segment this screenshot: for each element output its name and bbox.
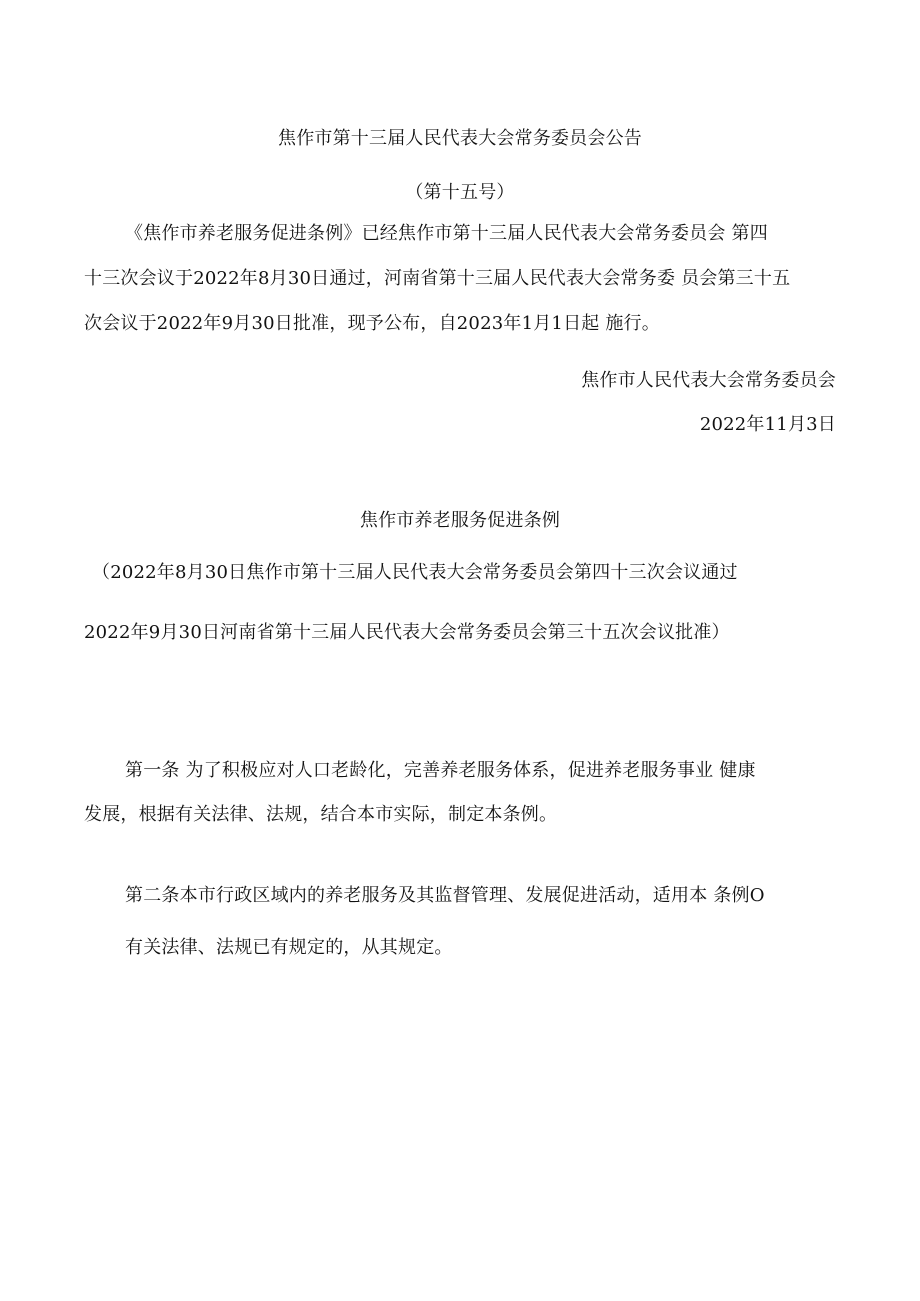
article-2-line: 有关法律、法规已有规定的，从其规定。 [125,937,453,958]
announcement-number: （第十五号） [405,182,515,203]
announcement-issuer: 焦作市人民代表大会常务委员会 [581,370,836,391]
announcement-title: 焦作市第十三届人民代表大会常务委员会公告 [278,128,642,149]
announcement-date: 2022年11月3日 [699,414,836,435]
regulation-adoption-line: 2022年9月30日河南省第十三届人民代表大会常务委员会第三十五次会议批准） [84,622,730,643]
announcement-body-line: 十三次会议于2022年8月30日通过，河南省第十三届人民代表大会常务委 员会第三十五 [84,268,791,289]
article-1-line: 第一条 为了积极应对人口老龄化，完善养老服务体系，促进养老服务事业 健康 [125,760,756,781]
article-2-line: 第二条本市行政区域内的养老服务及其监督管理、发展促进活动，适用本 条例O [125,885,765,906]
regulation-adoption-line: （2022年8月30日焦作市第十三届人民代表大会常务委员会第四十三次会议通过 [92,562,738,583]
announcement-body-line: 次会议于2022年9月30日批准，现予公布，自2023年1月1日起 施行。 [84,313,660,334]
regulation-title: 焦作市养老服务促进条例 [359,510,561,531]
announcement-body-line: 《焦作市养老服务促进条例》已经焦作市第十三届人民代表大会常务委员会 第四 [125,223,768,244]
article-1-line: 发展，根据有关法律、法规，结合本市实际，制定本条例。 [84,804,558,825]
